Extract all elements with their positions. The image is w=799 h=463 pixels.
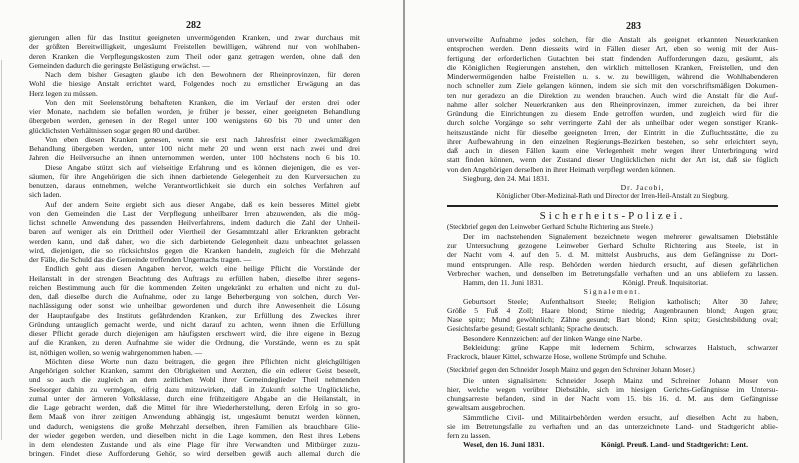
- text-line: nahme aller solcher Neuerkranken aus den Rheinprovinzen, immer zureichen, da bei ihrer: [447, 99, 778, 109]
- text-line: wird, diejenigen, die so rücksichtslos gegen die Kranken handeln, zugleich für die Mehrzahl: [29, 245, 360, 255]
- text-line: Nase spitz; Mund gewöhnlich; Zähne gesund; Bart blond; Kinn spitz; Gesichtsbildung oval;: [447, 315, 778, 324]
- notice-body: [447, 232, 778, 278]
- text-line: in dem elendesten Zustande und als eine Plage für ihre Verwandten und Mitbürger zuzu-: [29, 440, 360, 449]
- text-line: Auf der andern Seite ergiebt sich aus dieser Angabe, daß es kein besseres Mittel giebt: [45, 199, 360, 209]
- text-line: der Hauptaufgabe des Instituts gefährdenden Kranken, zur Erfüllung des Zweckes ihrer: [29, 310, 360, 320]
- text-line: Von eben diesen Kranken genesen, wenn sie erst nach Jahresfrist einer zweckmäßigen: [45, 134, 360, 144]
- text-line: Möchten diese Worte nun dazu beitragen, die gegen ihre Pflichten nicht gleichgültigen: [45, 356, 360, 366]
- text-line: reichen Bestimmung auch für die kommenden Zeiten ungekränkt zu erhalten und nicht zu dul-: [29, 282, 360, 292]
- text-line: heitszustände nicht für dieselbe geeigneten Irren, der Eintritt in die Zufluchtsstätte, die zu: [447, 127, 778, 137]
- text-line: Die unten signalisirten: Schneider Joseph Mainz und Schreiner Johann Moser von: [463, 375, 778, 385]
- text-line: Gründung untauglich gemacht werde, und nicht darauf zu achten, wenn ihnen die Erfüllung: [29, 319, 360, 329]
- book-gutter: [403, 0, 405, 463]
- text-line: Gemeinden dadurch die geringste Belästigung erwächst. —: [29, 60, 210, 70]
- text-line: Endlich geht aus diesen Angaben hervor, welch eine heilige Pflicht die Vorstände der: [45, 264, 360, 274]
- text-line: und dadurch, wenigstens die große Mehrzahl derselben, ihren Familien als brauchbare Glie-: [29, 421, 360, 431]
- article-continuation: [447, 35, 778, 183]
- text-line: fertigung der erforderlichen Gutachten bei statt findenden Aufforderungen dazu, gesäumt, als: [447, 53, 778, 63]
- text-line: übergeben werden, genesen in der Regel unter 100 wenigstens 60 bis 70 und unter den: [29, 116, 360, 126]
- text-line: Größe 5 Fuß 4 Zoll; Haare blond; Stirne niedrig; Augenbraunen blond; Augen grau;: [447, 305, 778, 315]
- text-line: Gründung die Einrichtungen zu diesem Ende getroffen wurden, und zugleich wird für die: [447, 109, 778, 118]
- text-line: Frackrock, blauer Kittel, schwarze Hose, wollene Strümpfe und Schuhe.: [447, 352, 667, 361]
- text-line: die Lage gebracht werden, daß die Mittel für ihre Wiederherstellung, deren Erfolg in so gro-: [29, 403, 360, 412]
- left-page-text: [29, 33, 360, 459]
- text-line: daß auch in diesen Fällen kaum eine Verlegenheit mehr wegen ihrer Unterbringung wird: [447, 146, 778, 155]
- text-line: hier, welche wegen verübter Diebstähle, sich im hiesigen Gerichts-Gefängnisse im Untersu-: [447, 384, 778, 394]
- text-line: bringen. Findet diese Aufforderung Gehör, so wird derselben gewiß auch allemal durch die: [29, 449, 360, 459]
- text-line: benutzen, daraus entnehmen, welche Verantwortlichkeit sie durch ein solches Verfahren auf: [29, 181, 360, 190]
- text-line: zur Untersuchung gezogene Leinweber Gerhard Schulte Richtering aus Steele, ist in: [447, 241, 778, 250]
- page-number-right: 283: [626, 21, 641, 32]
- text-line: baren auf weniger als ein Drittheil oder Viertheil der Gesammtzahl aller Erkrankten gebracht: [29, 227, 360, 237]
- text-line: Der im nachstehenden Signalement bezeichnete wegen mehrerer gewaltsamen Diebstähle: [463, 231, 778, 241]
- text-line: mund entsprungen. Alle resp. Behörden werden hiedurch ersucht, auf diesen gefährlichen: [447, 259, 778, 269]
- text-line: ist, nöthigen wollen, so wenig wahrgenommen haben. —: [29, 347, 203, 357]
- place-date: Hamm, den 11. Juni 1831.: [463, 278, 544, 287]
- text-line: noch schneller zum Ziele gelangen können, indem sie sich mit den vorschriftsmäßigen Dokumen-: [447, 81, 778, 91]
- text-line: auf die Kranken, zu deren Aufnahme sie wider die Ordnung, die Vorstände, wenn es zu spät: [29, 338, 360, 348]
- text-line: nachlässigung oder sonst wie unheilbar gewordenen und durch ihre Anwesenheit die Lösung: [29, 301, 360, 311]
- text-line: von den Angehörigen derselben in ihrer Heimath verpflegt werden können.: [447, 164, 676, 174]
- text-line: unverweilte Aufnahme jedes solchen, für die Anstalt als geeignet erkannten Neuerkranken: [447, 35, 778, 44]
- text-line: der Fälle, die Schuld das die Gemeinde treffenden Ungemachs tragen. —: [29, 255, 252, 264]
- text-line: entsprochen werden. Denn diesseits wird in Fällen dieser Art, eben so wenig mit der Aus-: [447, 44, 778, 54]
- text-line: Geburtsort Steele; Aufenthaltsort Steele; Religion katholisch; Alter 30 Jahre;: [463, 296, 778, 306]
- text-line: Gesichtsfarbe gesund; Gestalt schlank; Sprache deutsch.: [447, 324, 619, 334]
- notice-title: (Steckbrief gegen den Schneider Joseph Mainz und gegen den Schreiner Johann Moser.): [447, 366, 695, 375]
- text-line: Herz legen zu müssen.: [29, 88, 98, 98]
- text-line: die Königlichen Regierungen anstehen, den wirklich mittellosen Kranken, Freistellen, und den: [447, 62, 778, 72]
- text-line: glücklichsten Verhältnissen sogar gegen 80 und darüber.: [29, 125, 200, 135]
- text-line: ßem Maaß von ihrer zeitigen Anwendung abhängig ist, ungesäumt benutzt werden können,: [29, 412, 360, 422]
- text-line: zumal unter der ärmeren Volksklasse, durch eine frühzeitigere Abgabe an die Heilanstalt, in: [29, 393, 360, 403]
- text-line: und so auch die zugleich an dem zeitlichen Wohl ihrer Gemeindeglieder Theil nehmenden: [29, 375, 360, 385]
- text-line: Siegburg, den 24. Mai 1831.: [463, 173, 550, 183]
- text-line: Heilanstalt in der strengen Beachtung des Auftrags zu erfüllen haben, dieselbe ihrer segens-: [29, 273, 360, 283]
- text-line: Besondere Kennzeichen: auf der linken Wange eine Narbe.: [463, 333, 643, 343]
- notice-title: (Steckbrief gegen den Leinweber Gerhard Schulte Richtering aus Steele.): [447, 222, 653, 231]
- text-line: vier Monate, nachdem sie befallen worden, je früher je besser, einer geeigneten Behandlung: [29, 107, 360, 116]
- signalement-body: [447, 297, 778, 362]
- text-line: Sämmtliche Civil- und Militairbehörden werden ersucht, auf dieselben Acht zu haben,: [463, 412, 778, 422]
- text-line: Angehörigen solcher Kranken, sammt den Obrigkeiten und Aerzten, die ein edlerer Geist beseelt,: [29, 366, 360, 375]
- text-line: sie im Betretungsfalle zu verhaften und an das unterzeichnete Land- und Stadtgericht ablie-: [447, 421, 778, 431]
- page-number-left: 282: [186, 20, 201, 31]
- text-line: den, daß dieselbe durch die Aufnahme, oder zu lange Beherbergung von solchen, durch Ver-: [29, 292, 360, 301]
- text-line: Diese Angabe stützt sich auf vielseitige Erfahrung und es können diejenigen, die es ver-: [45, 162, 360, 172]
- issuer: Königl. Preuß. Land- und Stadtgericht: Lent.: [600, 440, 748, 450]
- issuer: Königl. Preuß. Inquisitoriat.: [622, 278, 708, 287]
- signalement-heading: Signalement.: [583, 287, 642, 297]
- text-line: fern zu lassen.: [447, 431, 491, 440]
- text-line: der wieder gegeben werden, und dieselben nicht in die Lage kommen, den Rest ihres Lebens: [29, 430, 360, 440]
- text-line: gewaltsam ausgebrochen.: [447, 403, 526, 413]
- signature-title: Königlicher Ober-Medizinal-Rath und Director der Irren-Heil-Anstalt zu Siegburg.: [496, 192, 729, 201]
- place-date: Wesel, den 16. Juni 1831.: [463, 440, 545, 450]
- text-line: durch solche Vorgänge so sehr verringerte Zahl der als unheilbar oder wegen sonstiger Krank-: [447, 118, 778, 128]
- text-line: gierungen allen für das Institut geeigneten unvermögenden Kranken, und zwar durchaus mit: [29, 33, 360, 42]
- text-line: säumen, für ihre Angehörigen die sich ihnen darbietende Gelegenheit zu den Kurversuchen zu: [29, 171, 360, 181]
- text-line: der größten Bereitwilligkeit, ungesäumt Freistellen bewilligen, während nur von wohlhaben-: [29, 42, 360, 52]
- section-divider: [447, 205, 778, 207]
- notice-signature: [447, 278, 778, 287]
- text-line: Minderwermögenden halbe Freistellen u. s. w. zu bewilligen, während die Wohlhabenderen: [447, 72, 778, 81]
- signature-name: Dr. Jacobi,: [620, 183, 665, 192]
- text-line: Seelsorger dahin zu vermögen, eifrig dazu mitzuwirken, daß in Zukunft solche Unglückliche,: [29, 384, 360, 394]
- text-line: statt finden können, wenn der Zustand dieser Unglücklichen nicht der Art ist, daß sie füglich: [447, 155, 778, 165]
- text-line: deren Kranken die Verpflegungskosten zum Theil oder ganz getragen werden, ohne daß den: [29, 51, 360, 61]
- text-line: Von den mit Seelenstörung behafteten Kranken, die im Verlauf der ersten drei oder: [45, 97, 360, 107]
- text-line: chungsarreste befanden, sind in der Nacht vom 15. bis 16. d. M. aus dem Gefängnisse: [447, 394, 778, 403]
- text-line: Bekleidung: grüne Kappe mit ledernem Schirm, schwarzes Halstuch, schwarzer: [463, 342, 778, 352]
- notice-signature: [447, 440, 778, 449]
- text-line: von den Gemeinden die Last der Verpflegung unheilbarer Irren abzuwenden, als die mög-: [29, 208, 360, 218]
- right-page-text: [447, 35, 778, 450]
- page-edge: [1, 60, 2, 440]
- text-line: Nach dem bisher Gesagten glaube ich den Bewohnern der Rheinprovinzen, für deren: [45, 70, 360, 79]
- text-line: lichst schnelle Anwendung des passenden Heilverfahrens, indem dadurch die Zahl der Unheil-: [29, 218, 360, 227]
- text-line: ihrer Aufbewahrung in den einzelnen Regierungs-Bezirken bestehen, so sehr erleichtert seyn,: [447, 136, 778, 146]
- section-heading: Sicherheits-Polizei.: [539, 209, 686, 222]
- text-line: dieser Pflicht gerade durch diejenigen am häufigsten erschwert wird, die ihre eigene in Bezug: [29, 329, 360, 338]
- text-line: Jahren die Heilversuche an ihnen unternommen werden, unter 100 höchstens noch 6 bis 10.: [29, 153, 360, 163]
- text-line: Verbrecher wachen, und denselben im Betretungsfalle verhaften und an uns abliefern zu lassen.: [447, 268, 778, 278]
- text-line: Wohl die hiesige Anstalt errichtet ward, Folgendes noch zu ernstlicher Erwägung an das: [29, 79, 360, 89]
- text-line: der Nacht vom 4. auf den 5. d. M. mittelst Ausbruchs, aus dem Gefängnisse zu Dort-: [447, 250, 778, 260]
- notice-body: [447, 376, 778, 441]
- text-line: ten nur geradezu an die Direktion zu wenden brauchen. Auch wird die Anstalt für die Auf-: [447, 90, 778, 100]
- text-line: Behandlung übergeben werden, unter 100 nicht mehr 20 und wenn erst nach zwei und drei: [29, 144, 360, 153]
- text-line: sich laden.: [29, 190, 62, 200]
- text-line: werden kann, und daß daher, wo die sich darbietende Gelegenheit dazu unbeachtet gelassen: [29, 236, 360, 246]
